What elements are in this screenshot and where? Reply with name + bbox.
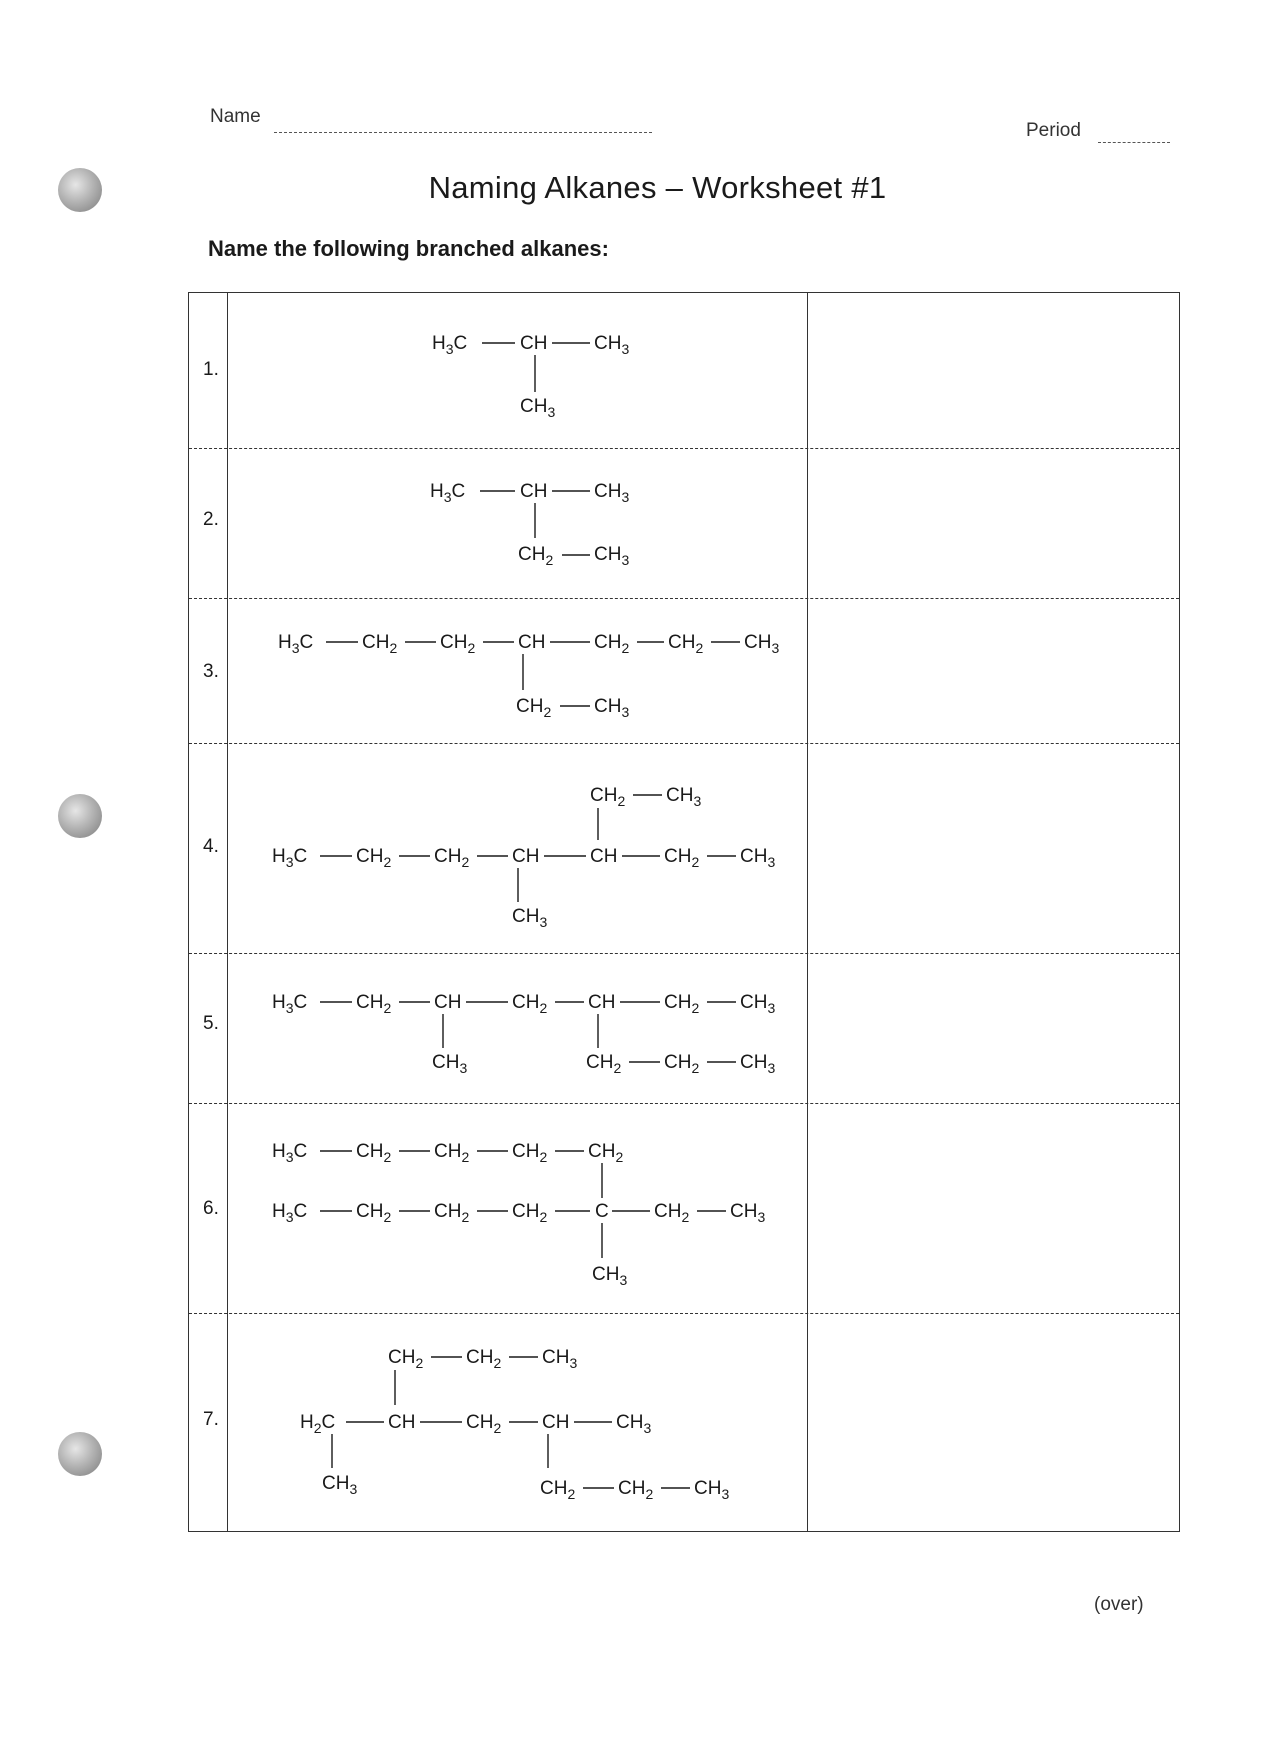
svg-text:CH2: $CH_2$ bbox=[512, 992, 548, 1016]
svg-text:H3C: $H_3C$ bbox=[272, 1141, 308, 1165]
svg-text:CH2: $CH_2$ bbox=[434, 1141, 470, 1165]
formula-5 bbox=[272, 992, 775, 1076]
svg-text:H3C: $H_3C$ bbox=[432, 333, 468, 357]
svg-text:CH: CH bbox=[590, 846, 618, 867]
svg-text:CH2: $CH_2$ bbox=[440, 632, 476, 656]
svg-text:CH2: $CH_2$ bbox=[356, 1141, 392, 1165]
svg-text:CH2: $CH_2$ bbox=[594, 632, 630, 656]
svg-text:H3C: $H_3C$ bbox=[430, 481, 466, 505]
svg-text:CH2: $CH_2$ bbox=[362, 632, 398, 656]
svg-text:CH2: $CH_2$ bbox=[590, 785, 626, 809]
svg-text:C: C bbox=[595, 1201, 609, 1222]
svg-text:H3C: $H_3C$ bbox=[278, 632, 314, 656]
formula-2 bbox=[430, 481, 629, 568]
svg-text:CH3: $CH_3$ bbox=[594, 696, 630, 720]
svg-text:CH3: $CH_3$ bbox=[740, 992, 776, 1016]
problem-number: 6. bbox=[203, 1198, 219, 1219]
svg-text:CH3: $CH_3$ bbox=[542, 1347, 578, 1371]
svg-text:CH: CH bbox=[520, 481, 548, 502]
svg-text:CH2: $CH_2$ bbox=[434, 1201, 470, 1225]
problem-number: 7. bbox=[203, 1409, 219, 1430]
problem-number: 5. bbox=[203, 1013, 219, 1034]
svg-text:CH3: $CH_3$ bbox=[594, 481, 630, 505]
svg-text:CH3: $CH_3$ bbox=[740, 1052, 776, 1076]
svg-text:CH2: $CH_2$ bbox=[516, 696, 552, 720]
svg-text:CH2: $CH_2$ bbox=[512, 1201, 548, 1225]
svg-text:CH2: $CH_2$ bbox=[540, 1478, 576, 1502]
svg-text:H2C: $H_2C$ bbox=[300, 1412, 336, 1436]
svg-text:CH3: $CH_3$ bbox=[740, 846, 776, 870]
svg-text:CH3: $CH_3$ bbox=[432, 1052, 468, 1076]
svg-text:CH3: $CH_3$ bbox=[666, 785, 702, 809]
svg-text:CH: CH bbox=[512, 846, 540, 867]
svg-text:CH3: $CH_3$ bbox=[744, 632, 780, 656]
problem-number: 3. bbox=[203, 661, 219, 682]
svg-text:CH2: $CH_2$ bbox=[356, 846, 392, 870]
svg-text:CH3: $CH_3$ bbox=[730, 1201, 766, 1225]
svg-text:CH: CH bbox=[588, 992, 616, 1013]
formula-1 bbox=[432, 333, 629, 420]
period-label: Period bbox=[1026, 120, 1081, 141]
svg-text:CH3: $CH_3$ bbox=[592, 1264, 628, 1288]
instructions: Name the following branched alkanes: bbox=[208, 236, 609, 261]
svg-text:CH3: $CH_3$ bbox=[594, 333, 630, 357]
svg-text:CH3: $CH_3$ bbox=[694, 1478, 730, 1502]
problem-number: 1. bbox=[203, 359, 219, 380]
svg-text:CH3: $CH_3$ bbox=[616, 1412, 652, 1436]
svg-text:CH3: $CH_3$ bbox=[322, 1473, 358, 1497]
svg-text:CH2: $CH_2$ bbox=[466, 1347, 502, 1371]
over-note: (over) bbox=[1094, 1594, 1144, 1615]
worksheet-title: Naming Alkanes – Worksheet #1 bbox=[428, 170, 887, 205]
svg-text:CH2: $CH_2$ bbox=[586, 1052, 622, 1076]
svg-text:CH: CH bbox=[542, 1412, 570, 1433]
svg-text:CH: CH bbox=[520, 333, 548, 354]
svg-text:CH: CH bbox=[518, 632, 546, 653]
svg-text:CH2: $CH_2$ bbox=[618, 1478, 654, 1502]
svg-text:CH2: $CH_2$ bbox=[664, 1052, 700, 1076]
problem-number: 4. bbox=[203, 836, 219, 857]
svg-text:CH2: $CH_2$ bbox=[664, 846, 700, 870]
svg-text:CH2: $CH_2$ bbox=[654, 1201, 690, 1225]
svg-text:H3C: $H_3C$ bbox=[272, 992, 308, 1016]
formula-4 bbox=[272, 785, 775, 930]
formula-7 bbox=[300, 1347, 729, 1502]
svg-text:CH3: $CH_3$ bbox=[594, 544, 630, 568]
svg-text:CH2: $CH_2$ bbox=[356, 1201, 392, 1225]
formula-6 bbox=[272, 1141, 765, 1288]
svg-text:CH2: $CH_2$ bbox=[388, 1347, 424, 1371]
svg-text:CH2: $CH_2$ bbox=[512, 1141, 548, 1165]
name-label: Name bbox=[210, 106, 261, 127]
svg-text:CH2: $CH_2$ bbox=[518, 544, 554, 568]
svg-text:CH3: $CH_3$ bbox=[512, 906, 548, 930]
svg-text:CH2: $CH_2$ bbox=[668, 632, 704, 656]
problem-number: 2. bbox=[203, 509, 219, 530]
svg-text:CH2: $CH_2$ bbox=[466, 1412, 502, 1436]
svg-text:CH3: $CH_3$ bbox=[520, 396, 556, 420]
svg-text:CH2: $CH_2$ bbox=[588, 1141, 624, 1165]
svg-text:H3C: $H_3C$ bbox=[272, 1201, 308, 1225]
svg-text:CH: CH bbox=[388, 1412, 416, 1433]
svg-text:CH2: $CH_2$ bbox=[356, 992, 392, 1016]
svg-text:CH2: $CH_2$ bbox=[434, 846, 470, 870]
formula-3 bbox=[278, 632, 779, 720]
svg-text:CH2: $CH_2$ bbox=[664, 992, 700, 1016]
svg-text:CH: CH bbox=[434, 992, 462, 1013]
svg-text:H3C: $H_3C$ bbox=[272, 846, 308, 870]
